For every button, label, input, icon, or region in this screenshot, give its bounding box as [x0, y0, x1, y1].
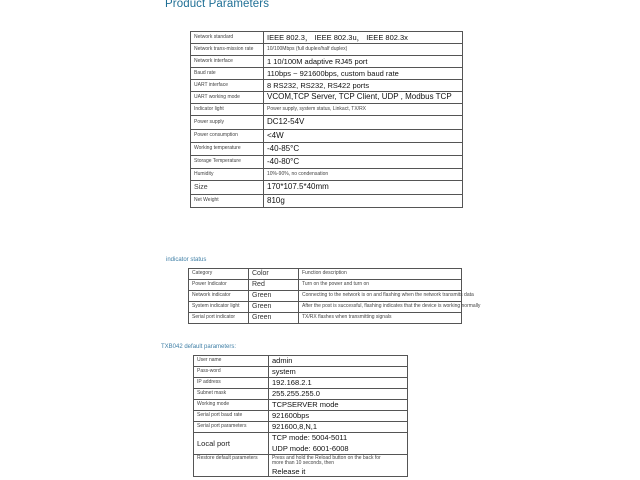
default-key: Serial port baud rate — [194, 411, 269, 422]
table-row — [194, 389, 408, 400]
param-value: 170*107.5*40mm — [264, 181, 463, 195]
default-key: Working mode — [194, 400, 269, 411]
param-key: Network standard — [191, 32, 264, 44]
param-key: UART interface — [191, 80, 264, 92]
default-key: Serial port parameters — [194, 422, 269, 433]
param-key: Power supply — [191, 116, 264, 130]
table-row — [194, 400, 408, 411]
header-category: Category — [189, 269, 249, 280]
table-row — [191, 130, 463, 143]
table-row — [194, 433, 408, 455]
param-value: 1 10/100M adaptive RJ45 port — [264, 56, 463, 68]
table-row — [189, 313, 462, 324]
param-value: -40-85°C — [264, 143, 463, 156]
product-parameters-table — [190, 31, 463, 208]
table-row — [189, 269, 462, 280]
table-row — [191, 32, 463, 44]
table-row — [191, 56, 463, 68]
default-key: Local port — [194, 433, 269, 455]
param-key: Network trans-mission rate — [191, 44, 264, 56]
default-parameters-heading: TXB042 default parameters: — [161, 344, 237, 350]
table-row — [194, 367, 408, 378]
table-row — [191, 68, 463, 80]
default-key: Restore default parameters — [194, 455, 269, 477]
table-row — [191, 80, 463, 92]
table-row — [191, 156, 463, 169]
header-color: Color — [249, 269, 299, 280]
default-value: system — [269, 367, 408, 378]
default-value: 921600,8,N,1 — [269, 422, 408, 433]
param-key: Baud rate — [191, 68, 264, 80]
table-row — [194, 378, 408, 389]
param-value: 8 RS232, RS232, RS422 ports — [264, 80, 463, 92]
table-row — [194, 455, 408, 477]
indicator-color: Red — [249, 280, 299, 291]
default-key: Subnet mask — [194, 389, 269, 400]
local-port-tcp: TCP mode: 5004-5011 — [272, 433, 348, 443]
param-key: Net Weight — [191, 195, 264, 208]
param-value: 10%-90%, no condensation — [264, 169, 463, 181]
indicator-color: Green — [249, 291, 299, 302]
table-row — [191, 181, 463, 195]
table-row — [194, 411, 408, 422]
default-parameters-table — [193, 355, 408, 477]
table-row — [194, 356, 408, 367]
table-row — [189, 291, 462, 302]
table-row — [191, 169, 463, 181]
indicator-status-table — [188, 268, 481, 324]
indicator-category: System indicator light — [189, 302, 249, 313]
param-value: 10/100Mbps (full duplex/half duplex) — [264, 44, 463, 56]
table-row — [191, 195, 463, 208]
indicator-description: Connecting to the network is on and flashing when the network transmits data — [299, 291, 462, 302]
indicator-description: After the post is successful, flashing indicates that the device is working normally — [299, 302, 462, 313]
restore-release: Release it — [272, 466, 306, 476]
table-row — [191, 104, 463, 116]
header-description: Function description — [299, 269, 462, 280]
indicator-category: Serial port indicator — [189, 313, 249, 324]
default-value: 921600bps — [269, 411, 408, 422]
default-value: 192.168.2.1 — [269, 378, 408, 389]
indicator-description: Turn on the power and turn on — [299, 280, 462, 291]
default-value — [269, 455, 408, 477]
param-key: Humidity — [191, 169, 264, 181]
indicator-description: TX/RX flashes when transmitting signals — [299, 313, 462, 324]
param-value: DC12-54V — [264, 116, 463, 130]
table-row — [191, 44, 463, 56]
param-value: 110bps ~ 921600bps, custom baud rate — [264, 68, 463, 80]
indicator-category: Network indicator — [189, 291, 249, 302]
param-value: <4W — [264, 130, 463, 143]
table-row — [189, 302, 462, 313]
indicator-color: Green — [249, 313, 299, 324]
default-key: Pass-word — [194, 367, 269, 378]
table-row — [191, 143, 463, 156]
default-value: admin — [269, 356, 408, 367]
page-title: Product Parameters — [165, 0, 270, 10]
local-port-udp: UDP mode: 6001-6008 — [272, 444, 349, 453]
indicator-color: Green — [249, 302, 299, 313]
table-row — [191, 116, 463, 130]
default-value: TCPSERVER mode — [269, 400, 408, 411]
indicator-status-heading: indicator status — [166, 257, 207, 263]
table-row — [194, 422, 408, 433]
default-key: IP address — [194, 378, 269, 389]
table-row — [191, 92, 463, 104]
param-key: Power consumption — [191, 130, 264, 143]
default-value — [269, 433, 408, 455]
param-key: Working temperature — [191, 143, 264, 156]
param-value: IEEE 802.3， IEEE 802.3u， IEEE 802.3x — [264, 32, 463, 44]
table-row — [189, 280, 462, 291]
param-key: UART working mode — [191, 92, 264, 104]
default-value: 255.255.255.0 — [269, 389, 408, 400]
restore-instruction: Press and hold the Reload button on the back for more than 10 seconds, then — [272, 454, 381, 467]
param-key: Network interface — [191, 56, 264, 68]
param-key: Storage Temperature — [191, 156, 264, 169]
param-key: Indicator light — [191, 104, 264, 116]
param-key: Size — [191, 181, 264, 195]
default-key: User name — [194, 356, 269, 367]
indicator-category: Power Indicator — [189, 280, 249, 291]
param-value: 810g — [264, 195, 463, 208]
param-value: -40-80°C — [264, 156, 463, 169]
param-value: Power supply, system status, Linkact, TX/RX — [264, 104, 463, 116]
param-value: VCOM,TCP Server, TCP Client, UDP , Modbus TCP — [264, 92, 463, 104]
